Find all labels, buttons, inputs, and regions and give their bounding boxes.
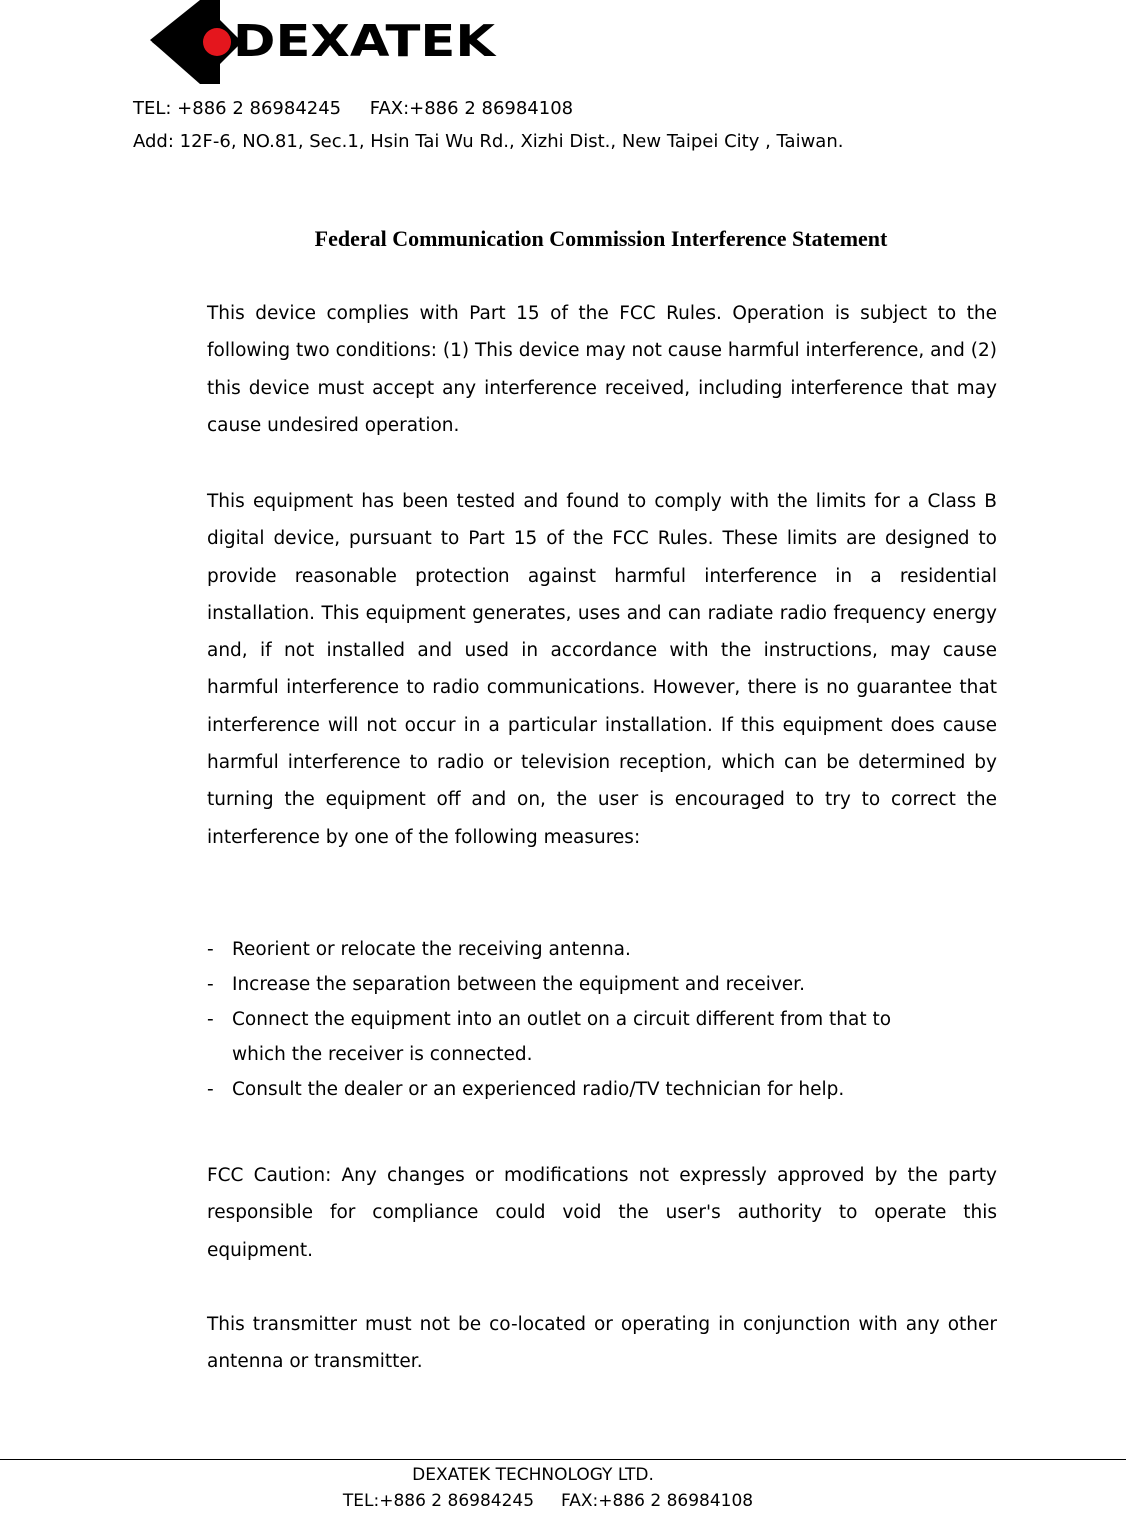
document-title: Federal Communication Commission Interference Statement xyxy=(314,226,888,251)
list-item xyxy=(207,932,997,967)
dexatek-logo-icon xyxy=(150,0,500,84)
measures-list xyxy=(207,932,997,1107)
logo-wordmark: DEXATEK xyxy=(233,16,498,67)
measure-text: Consult the dealer or an experienced radio/TV technician for help. xyxy=(232,1079,845,1100)
measure-text: Increase the separation between the equipment and receiver. xyxy=(232,974,805,995)
list-item xyxy=(207,1002,932,1072)
list-item xyxy=(207,1072,997,1107)
list-item xyxy=(207,967,997,1002)
bullet-dash: - xyxy=(207,1009,214,1030)
company-logo xyxy=(150,0,500,84)
compliance-paragraph: This device complies with Part 15 of the FCC Rules. Operation is subject to the following two conditions: (1) This device may not cause harmful interference, and (2) this device must accept any interference received, including interference that may cause undesired operation. xyxy=(207,303,997,436)
footer-company: DEXATEK TECHNOLOGY LTD. xyxy=(412,1465,654,1485)
header-address: Add: 12F-6, NO.81, Sec.1, Hsin Tai Wu Rd., Xizhi Dist., New Taipei City , Taiwan. xyxy=(133,131,844,152)
footer-divider xyxy=(0,1459,1126,1460)
bullet-dash: - xyxy=(207,974,214,995)
header-contact: TEL: +886 2 86984245 FAX:+886 2 86984108 xyxy=(133,98,574,119)
footer-contact: TEL:+886 2 86984245 FAX:+886 2 86984108 xyxy=(342,1491,754,1511)
measure-text: Connect the equipment into an outlet on a circuit different from that to which the receiver is connected. xyxy=(232,1009,892,1065)
class-b-paragraph: This equipment has been tested and found to comply with the limits for a Class B digital device, pursuant to Part 15 of the FCC Rules. These limits are designed to provide reasonable protection against harmful interference in a residential installation. This equipment generates, uses and can radiate radio frequency energy and, if not installed and used in accordance with the instructions, may cause harmful interference to radio communications. However, there is no guarantee that interference will not occur in a particular installation. If this equipment does cause harmful interference to radio or television reception, which can be determined by turning the equipment off and on, the user is encouraged to try to correct the interference by one of the following measures: xyxy=(207,491,997,848)
measure-text: Reorient or relocate the receiving antenna. xyxy=(232,939,631,960)
bullet-dash: - xyxy=(207,939,214,960)
transmitter-paragraph: This transmitter must not be co-located or operating in conjunction with any other antenna or transmitter. xyxy=(207,1314,997,1373)
bullet-dash: - xyxy=(207,1079,214,1100)
fcc-caution-paragraph: FCC Caution: Any changes or modifications not expressly approved by the party responsible for compliance could void the user's authority to operate this equipment. xyxy=(207,1165,997,1261)
